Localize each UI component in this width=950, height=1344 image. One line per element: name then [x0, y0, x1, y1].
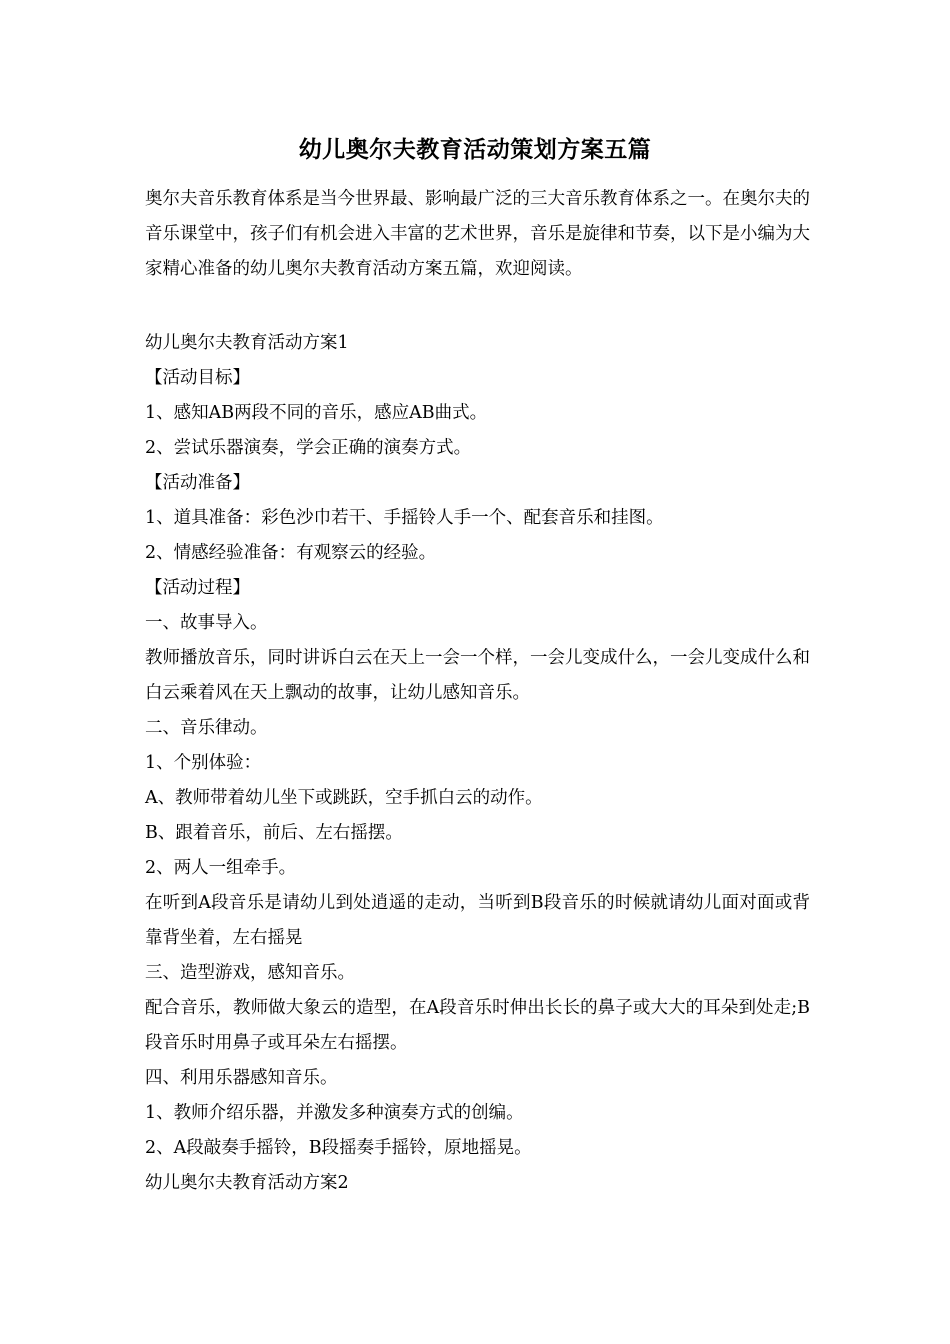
body-line: 1、感知AB两段不同的音乐，感应AB曲式。 [145, 403, 488, 423]
body-line: 四、利用乐器感知音乐。 [145, 1068, 338, 1088]
body-line: 1、教师介绍乐器，并激发多种演奏方式的创编。 [145, 1103, 524, 1123]
document-body [145, 326, 810, 1201]
section-heading-plan-1: 幼儿奥尔夫教育活动方案1 [145, 333, 349, 353]
body-line: 二、音乐律动。 [145, 718, 268, 738]
body-line: 1、道具准备：彩色沙巾若干、手摇铃人手一个、配套音乐和挂图。 [145, 508, 664, 528]
body-line: 一、故事导入。 [145, 613, 268, 633]
body-line: 2、尝试乐器演奏，学会正确的演奏方式。 [145, 438, 472, 458]
body-line: 三、造型游戏，感知音乐。 [145, 963, 355, 983]
body-paragraph: 教师播放音乐，同时讲诉白云在天上一会一个样，一会儿变成什么，一会儿变成什么和白云乘着风在天上飘动的故事，让幼儿感知音乐。 [145, 648, 810, 703]
body-line: 2、两人一组牵手。 [145, 858, 297, 878]
body-paragraph: 配合音乐，教师做大象云的造型，在A段音乐时伸出长长的鼻子或大大的耳朵到处走;B段音乐时用鼻子或耳朵左右摇摆。 [145, 998, 810, 1053]
body-line: A、教师带着幼儿坐下或跳跃，空手抓白云的动作。 [145, 788, 543, 808]
body-line: B、跟着音乐，前后、左右摇摆。 [145, 823, 403, 843]
document-title: 幼儿奥尔夫教育活动策划方案五篇 [298, 136, 652, 163]
body-line: 2、A段敲奏手摇铃，B段摇奏手摇铃，原地摇晃。 [145, 1138, 532, 1158]
section-heading-plan-2: 幼儿奥尔夫教育活动方案2 [145, 1173, 349, 1193]
section-heading-process: 【活动过程】 [145, 578, 250, 598]
intro-paragraph: 奥尔夫音乐教育体系是当今世界最、影响最广泛的三大音乐教育体系之一。在奥尔夫的音乐课堂中，孩子们有机会进入丰富的艺术世界，音乐是旋律和节奏，以下是小编为大家精心准备的幼儿奥尔夫教育活动方案五篇，欢迎阅读。 [145, 189, 810, 279]
body-line: 2、情感经验准备：有观察云的经验。 [145, 543, 437, 563]
section-heading-preparation: 【活动准备】 [145, 473, 250, 493]
body-line: 1、个别体验： [145, 753, 262, 773]
body-paragraph: 在听到A段音乐是请幼儿到处逍遥的走动，当听到B段音乐的时候就请幼儿面对面或背靠背坐着，左右摇晃 [145, 893, 810, 948]
section-heading-goals: 【活动目标】 [145, 368, 250, 388]
